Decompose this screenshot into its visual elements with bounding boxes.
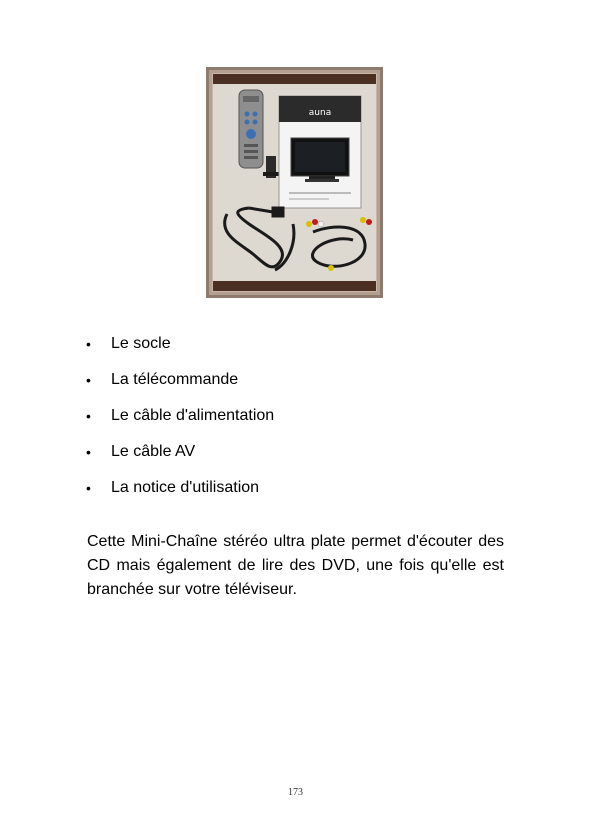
bullet-icon: • xyxy=(86,372,91,388)
page-number: 173 xyxy=(288,787,303,798)
list-item xyxy=(86,371,274,407)
list-item-text: La télécommande xyxy=(111,371,239,388)
list-item xyxy=(86,335,274,371)
package-contents-list xyxy=(86,335,274,515)
bullet-icon: • xyxy=(86,444,91,460)
list-item xyxy=(86,407,274,443)
manual-icon xyxy=(279,96,361,208)
remote-control-icon xyxy=(239,90,263,168)
bullet-icon: • xyxy=(86,408,91,424)
list-item-text: Le socle xyxy=(111,335,171,352)
bullet-icon: • xyxy=(86,336,91,352)
list-item xyxy=(86,479,274,515)
description-paragraph: Cette Mini-Chaîne stéréo ultra plate permet d'écouter des CD mais également de lire des DVD, une fois qu'elle est branchée sur votre téléviseur. xyxy=(87,533,504,598)
list-item-text: La notice d'utilisation xyxy=(111,479,260,496)
bullet-icon: • xyxy=(86,480,91,496)
list-item xyxy=(86,443,274,479)
list-item-text: Le câble d'alimentation xyxy=(111,407,275,424)
list-item-text: Le câble AV xyxy=(111,443,196,460)
photo-illustration xyxy=(213,74,376,291)
brand-logo: auna xyxy=(308,108,332,118)
product-contents-photo xyxy=(206,67,383,298)
